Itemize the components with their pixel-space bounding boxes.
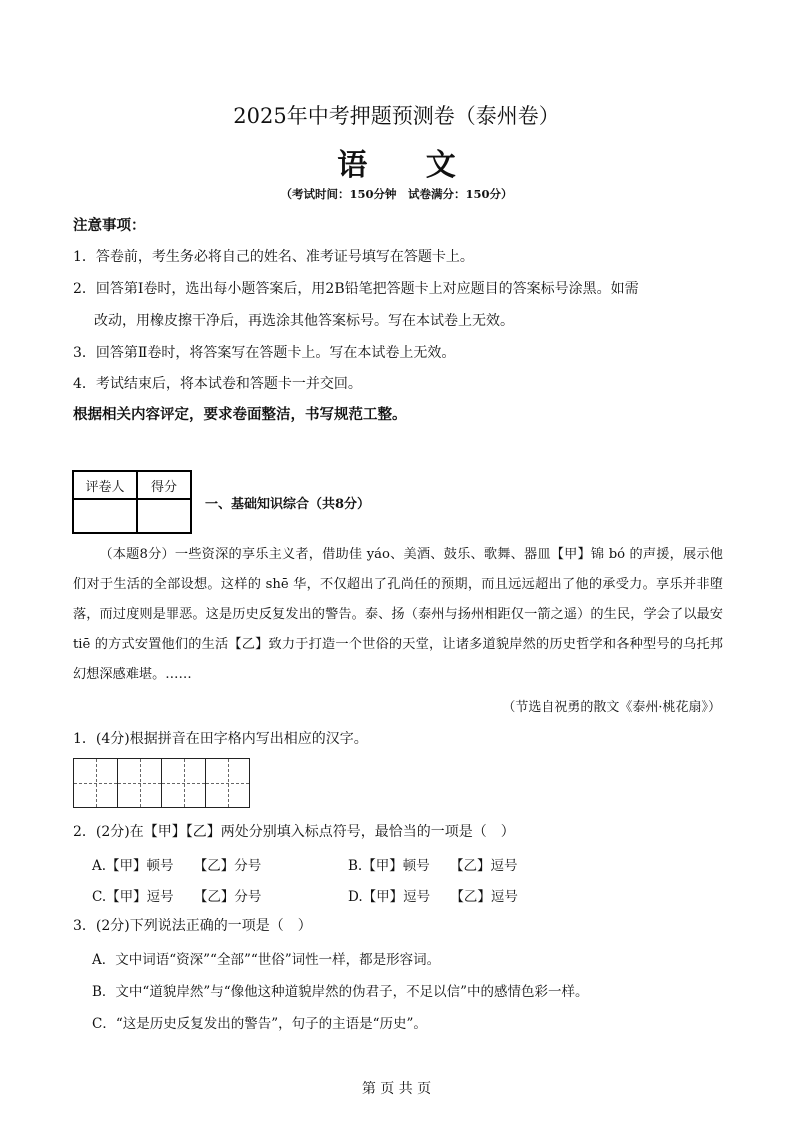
q3-option-a[interactable]: A．文中词语“资深”“全部”“世俗”词性一样，都是形容词。 — [92, 952, 441, 968]
passage-text: （本题8分）一些资深的享乐主义者，借助佳 yáo、美酒、鼓乐、歌舞、器皿【甲】锦 bó 的声援，展示他们对于生活的全部设想。这样的 shē 华，不仅超出了孔尚任的预期，而且远远超出了他的承受力。享乐并非堕落，而过度则是罪恶。这是历史反复发出的警告。泰、扬（泰州与扬州相距仅一箭之遥）的生民，学会了以最安 tiē 的方式安置他们的生活【乙】致力于打造一个世俗的天堂，让诸多道貌岸然的历史哲学和各种型号的乌托邦幻想深感难堪。…… — [73, 547, 723, 682]
notice-heading: 注意事项： — [73, 218, 146, 234]
reading-passage — [73, 540, 723, 690]
notice-item: 改动，用橡皮擦干净后，再选涂其他答案标号。写在本试卷上无效。 — [94, 313, 514, 329]
section-title: 一、基础知识综合（共8分） — [205, 497, 371, 512]
grader-cell — [73, 499, 137, 533]
page-footer: 第 页 共 页 — [361, 1081, 432, 1097]
tianzige-grid[interactable] — [73, 758, 250, 808]
writing-requirement: 根据相关内容评定，要求卷面整洁，书写规范工整。 — [73, 407, 407, 423]
tianzige-cell[interactable] — [117, 758, 162, 808]
q3-option-b[interactable]: B．文中“道貌岸然”与“像他这种道貌岸然的伪君子，不足以信”中的感情色彩一样。 — [92, 984, 589, 1000]
q3-option-c[interactable]: C．“这是历史反复发出的警告”，句子的主语是“历史”。 — [92, 1016, 427, 1032]
tianzige-cell[interactable] — [161, 758, 206, 808]
question-1: 1．(4分)根据拼音在田字格内写出相应的汉字。 — [73, 731, 368, 747]
exam-time-info: （考试时间：150分钟 试卷满分：150分） — [280, 187, 513, 201]
q2-option-b[interactable]: B.【甲】顿号 【乙】逗号 — [348, 858, 518, 874]
grader-label: 评卷人 — [73, 471, 137, 499]
q2-option-a[interactable]: A.【甲】顿号 【乙】分号 — [92, 858, 262, 874]
question-3: 3．(2分)下列说法正确的一项是（ ） — [73, 918, 312, 934]
score-table — [72, 470, 192, 534]
score-label: 得分 — [137, 471, 191, 499]
tianzige-cell[interactable] — [73, 758, 118, 808]
notice-item: 3．回答第Ⅱ卷时，将答案写在答题卡上。写在本试卷上无效。 — [73, 345, 456, 361]
subject-heading: 语 文 — [337, 148, 480, 183]
exam-title: 2025年中考押题预测卷（泰州卷） — [233, 104, 560, 128]
q2-option-c[interactable]: C.【甲】逗号 【乙】分号 — [92, 889, 262, 905]
notice-item: 4．考试结束后，将本试卷和答题卡一并交回。 — [73, 376, 362, 392]
passage-source: （节选自祝勇的散文《泰州·桃花扇》） — [502, 700, 721, 715]
notice-item: 2．回答第Ⅰ卷时，选出每小题答案后，用2B铅笔把答题卡上对应题目的答案标号涂黑。如需 — [73, 281, 639, 297]
notice-item: 1．答卷前，考生务必将自己的姓名、准考证号填写在答题卡上。 — [73, 249, 474, 265]
tianzige-cell[interactable] — [205, 758, 250, 808]
q2-option-d[interactable]: D.【甲】逗号 【乙】逗号 — [348, 889, 518, 905]
score-cell — [137, 499, 191, 533]
question-2: 2．(2分)在【甲】【乙】两处分别填入标点符号，最恰当的一项是（ ） — [73, 824, 515, 840]
